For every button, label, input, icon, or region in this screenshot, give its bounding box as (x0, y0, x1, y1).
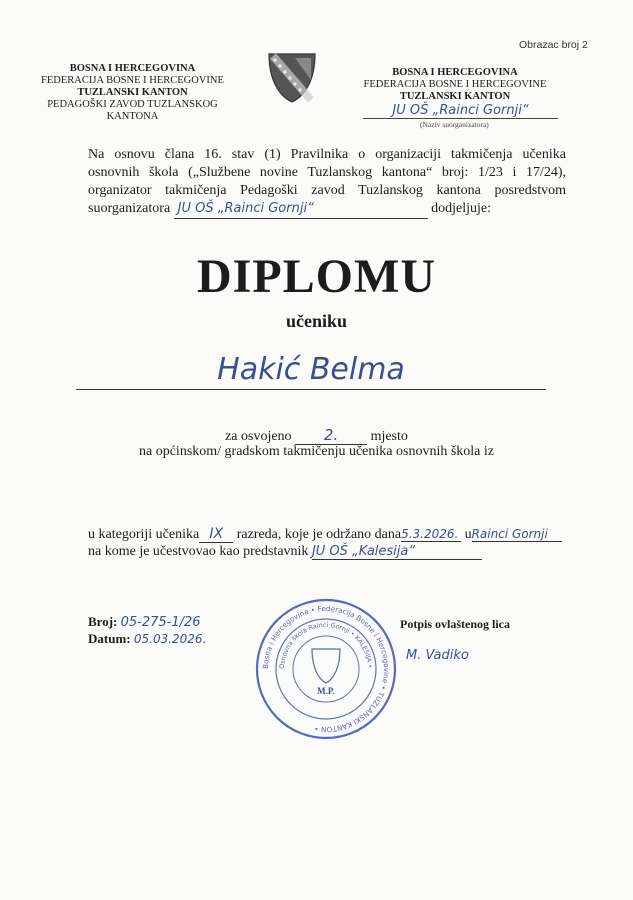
diploma-title: DIPLOMU (197, 250, 436, 303)
category-line (88, 526, 608, 543)
intro-co-organizer-hand: JU OŠ „Rainci Gornji“ (174, 200, 428, 219)
intro-line4-prefix: suorganizatora (88, 201, 171, 216)
broj-label: Broj: (88, 614, 118, 629)
category-prefix: u kategoriji učenika (88, 527, 200, 542)
place-value: 2. (295, 426, 367, 445)
co-organizer-handwritten: JU OŠ „Rainci Gornji“ (363, 103, 558, 119)
reference-block (88, 614, 206, 647)
right-header-line3: TUZLANSKI KANTON (399, 91, 511, 102)
datum-row (88, 631, 206, 647)
student-name: Hakić Belma (76, 352, 546, 390)
left-header-line1: BOSNA I HERCEGOVINA (69, 63, 196, 74)
diploma-subtitle: učeniku (285, 311, 348, 331)
broj-value: 05-275-1/26 (120, 615, 201, 630)
datum-label: Datum: (88, 631, 131, 646)
left-header-line3: TUZLANSKI KANTON (77, 87, 188, 98)
category-middle: razreda, koje je održano dana (236, 527, 402, 542)
competition-location: Rainci Gornji (472, 527, 562, 542)
intro-line2: osnovnih škola („Službene novine Tuzlanskog kantona“ broj: 1/23 i 17/24), (88, 165, 566, 180)
datum-value: 05.03.2026. (133, 632, 207, 646)
broj-row (88, 614, 206, 631)
left-header-line4: PEDAGOŠKI ZAVOD TUZLANSKOG KANTONA (47, 99, 218, 122)
right-header-line1: BOSNA I HERCEGOVINA (392, 67, 518, 78)
intro-line1: Na osnovu člana 16. stav (1) Pravilnika o organizaciji takmičenja učenika (88, 147, 566, 162)
stamp-outer-text: Bosna i Hercegovina • Federacija Bosne i Hercegovine • TUZLANSKI KANTON • (260, 603, 392, 735)
right-header-line2: FEDERACIJA BOSNE I HERCEGOVINE (363, 79, 547, 90)
competition-date: 5.3.2026. (401, 527, 461, 542)
intro-paragraph (88, 146, 566, 219)
right-header (355, 67, 555, 103)
competition-line: na općinskom/ gradskom takmičenju učenika osnovnih škola iz (139, 444, 494, 459)
intro-line3: organizator takmičenja Pedagoški zavod Tuzlanskog kantona posredstvom (88, 183, 566, 198)
svg-text:Osnovna škola Rainci Gornji • (278, 621, 374, 669)
place-line (0, 426, 633, 445)
official-stamp (254, 597, 398, 741)
coat-of-arms-logo (265, 50, 320, 105)
category-u: u (464, 527, 472, 542)
representative-prefix: na kome je učestvovao kao predstavnik (88, 544, 309, 559)
left-header-line2: FEDERACIJA BOSNE I HERCEGOVINE (41, 75, 224, 86)
stamp-inner-text: Osnovna škola Rainci Gornji • KALESIJA • (277, 620, 375, 670)
place-suffix: mjesto (370, 429, 408, 444)
intro-line4 (88, 200, 566, 219)
left-header (25, 63, 240, 123)
intro-line4-suffix: dodjeljuje: (431, 201, 492, 216)
representative-school: JU OŠ „Kalesija“ (312, 544, 482, 560)
signature-label: Potpis ovlaštenog lica (400, 617, 510, 631)
category-grade: IX (199, 526, 233, 543)
stamp-center-label: M.P. (317, 686, 335, 696)
representative-line (88, 544, 568, 560)
signature-handwritten: M. Vadiko (406, 648, 469, 663)
place-prefix: za osvojeno (225, 429, 292, 444)
co-organizer-caption: (Naziv suorganizatora) (420, 120, 489, 129)
form-reference: Obrazac broj 2 (519, 39, 588, 51)
